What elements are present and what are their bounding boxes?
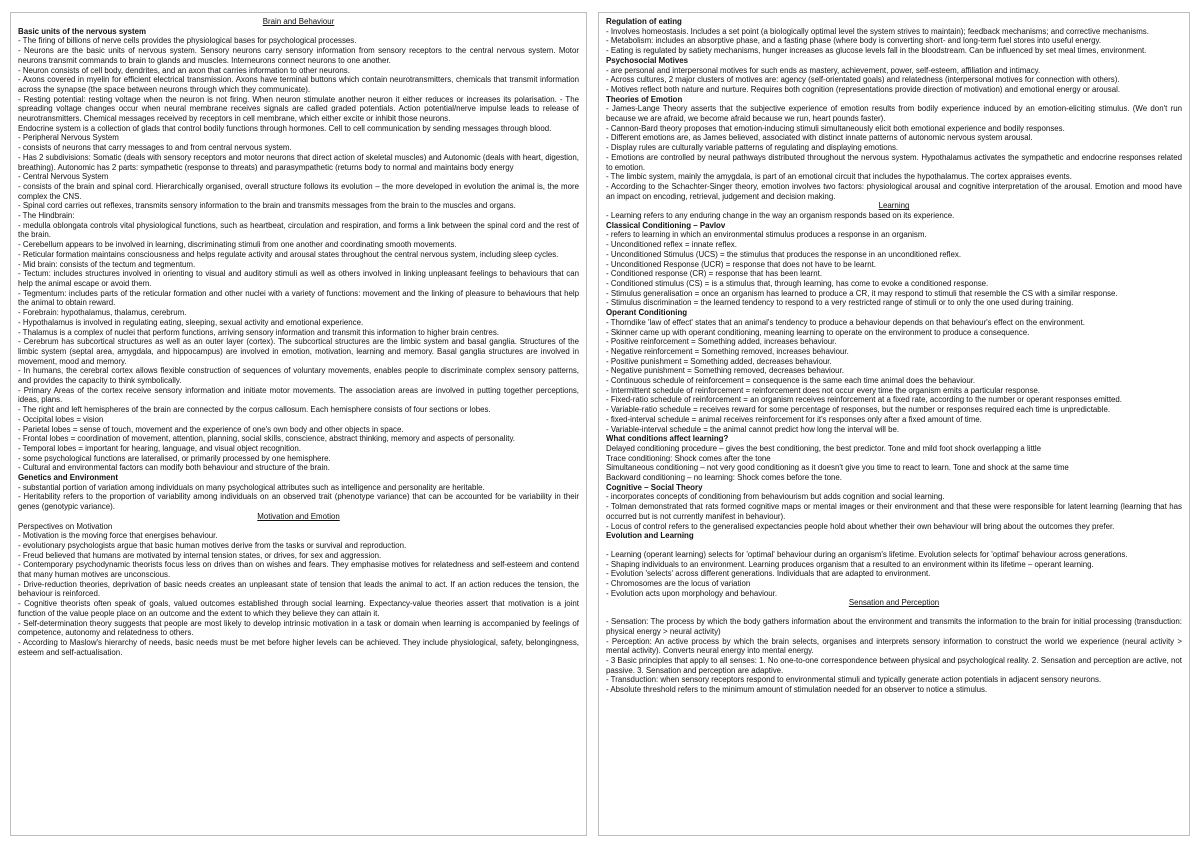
subheading: Regulation of eating: [606, 17, 682, 26]
subheading: Classical Conditioning – Pavlov: [606, 220, 726, 230]
note-line: - Freud believed that humans are motivated by internal tension states, or drives, for sex and aggression.: [18, 550, 382, 560]
note-line: - refers to learning in which an environmental stimulus produces a response in an organism.: [606, 230, 927, 240]
note-line: - medulla oblongata controls vital physiological functions, such as heartbeat, circulation and respiration, and forms a link between the spinal cord and the rest of the brain.: [18, 220, 579, 240]
note-line: - Forebrain: hypothalamus, thalamus, cerebrum.: [18, 308, 187, 318]
right-column-body: [606, 17, 1182, 695]
note-line: - Neuron consists of cell body, dendrites, and an axon that carries information to other neurons.: [18, 65, 350, 75]
subheading: Cognitive – Social Theory: [606, 482, 703, 492]
subheading: Basic units of the nervous system: [18, 26, 147, 36]
note-line: - In humans, the cerebral cortex allows flexible construction of sequences of voluntary movements, enables people to discriminate complex sensory patterns, and provides the capacity to think symbolically.: [18, 366, 579, 386]
note-line: - Evolution 'selects' across different generations. Individuals that are adapted to environment.: [606, 569, 931, 579]
note-line: - substantial portion of variation among individuals on many psychological attributes such as intelligence and personality are heritable.: [18, 482, 485, 492]
note-line: - Heritability refers to the proportion of variability among individuals on an observed trait (phenotype variance) that can be accounted for be variability in their genes (genotypic variance).: [18, 492, 579, 512]
note-line: - Intermittent schedule of reinforcement = reinforcement does not occur every time the organism emits a particular response.: [606, 385, 1040, 395]
subheading: Theories of Emotion: [606, 94, 683, 104]
note-line: - Negative punishment = Something removed, decreases behaviour.: [606, 366, 844, 376]
note-line: - incorporates concepts of conditioning from behaviourism but adds cognition and social learning.: [606, 492, 945, 502]
note-line: - Neurons are the basic units of nervous system. Sensory neurons carry sensory information from sensory receptors to the central nervous system. Motor neurons transmit commands to brain to glands and muscles. Interneurons connect neurons to one another.: [18, 46, 579, 65]
note-line: - The Hindbrain:: [18, 211, 75, 221]
note-line: - Positive reinforcement = Something added, increases behaviour.: [606, 337, 837, 347]
note-line: - Tolman demonstrated that rats formed cognitive maps or mental images or their environment and that these were responsible for latent learning (learning that has occurred but is not currently manifest in behaviour).: [606, 502, 1182, 521]
note-line: - According to the Schachter-Singer theory, emotion involves two factors: physiological arousal and cognitive interpretation of the arousal. Emotion and mood have an impact on encoding, retrieval, judgement and decision making.: [606, 181, 1182, 201]
note-line: - Variable-ratio schedule = receives reward for some percentage of responses, but the number or responses required each time is unpredictable.: [606, 405, 1111, 415]
note-line: - Cultural and environmental factors can modify both behaviour and structure of the brain.: [18, 463, 330, 473]
subheading: Genetics and Environment: [18, 473, 118, 483]
note-line: - Perception: An active process by which the brain selects, organises and interprets sensory information to construct the world we experience (neural activity > mental activity). Converts neural energy into mental energy.: [606, 636, 1182, 656]
note-line: - Positive punishment = Something added, decreases behaviour.: [606, 356, 832, 366]
note-line: - Eating is regulated by satiety mechanisms, hunger increases as glucose levels fall in the bloodstream. Can be influenced by set meal times, environment.: [606, 46, 1147, 56]
note-line: - Motivation is the moving force that energises behaviour.: [18, 531, 218, 541]
note-line: - Temporal lobes = important for hearing, language, and visual object recognition.: [18, 443, 301, 453]
note-line: - Parietal lobes = sense of touch, movement and the experience of one's own body and other objects in space.: [18, 424, 404, 434]
note-line: Endocrine system is a collection of glads that control bodily functions through hormones. Cell to cell communication by sending messages through blood.: [18, 123, 552, 133]
note-line: - Skinner came up with operant conditioning, meaning learning to operate on the environment to produce a consequence.: [606, 327, 1030, 337]
note-line: - Emotions are controlled by neural pathways distributed throughout the nervous system. Hypothalamus activates the sympathetic and endocrine responses related to emotion.: [606, 152, 1182, 172]
note-line: - Axons covered in myelin for efficient electrical transmission. Axons have terminal buttons which contain neurotransmitters, chemicals that transmit information across the synapse (the space between neurons through which they communicate).: [18, 75, 579, 94]
note-line: - are personal and interpersonal motives for such ends as mastery, achievement, power, self-esteem, affiliation and intimacy.: [606, 65, 1041, 75]
note-line: Delayed conditioning procedure – gives the best conditioning, the best predictor. Tone and mild foot shock overlapping a little: [606, 443, 1041, 453]
note-line: - Stimulus discrimination = the learned tendency to respond to a very restricted range of stimuli or to only the one used during training.: [606, 298, 1074, 308]
notes-column-left: [10, 12, 587, 836]
note-line: - Tectum: includes structures involved in orienting to visual and auditory stimuli as well as others involved in linking unpleasant feelings to behaviours that can help the animal escape or avoid them.: [18, 269, 579, 288]
note-line: - Shaping individuals to an environment. Learning produces organism that a resulted to an environment within its lifetime – operant learning.: [606, 559, 1094, 569]
subheading: Evolution and Learning: [606, 531, 694, 541]
section-title: Motivation and Emotion: [257, 511, 340, 521]
note-line: - Unconditioned Stimulus (UCS) = the stimulus that produces the response in an unconditioned reflex.: [606, 249, 962, 259]
subheading: Psychosocial Motives: [606, 55, 689, 65]
note-line: - The firing of billions of nerve cells provides the physiological bases for psychological processes.: [18, 36, 357, 46]
note-line: Simultaneous conditioning – not very good conditioning as it doesn't give you time to react to learn. Tone and shock at the same time: [606, 463, 1069, 473]
note-line: - Has 2 subdivisions: Somatic (deals with sensory receptors and motor neurons that direct action of skeletal muscles) and Autonomic (deals with heart, digestion, breathing). Autonomic has 2 parts: sympathetic (response to threats) and parasympathetic (returns body to normal and maintains body energy: [18, 152, 579, 172]
note-line: - Locus of control refers to the generalised expectancies people hold about whether their own behaviour will bring about the outcomes they prefer.: [606, 521, 1115, 531]
notes-column-right: [598, 12, 1190, 836]
note-line: - Tegmentum: includes parts of the reticular formation and other nuclei with a variety of functions: movement and the linking of pleasure to behaviours that help the animal to obtain reward.: [18, 288, 579, 308]
note-line: - Learning (operant learning) selects for 'optimal' behaviour during an organism's lifetime. Evolution selects for 'optimal' behaviour across generations.: [606, 549, 1128, 559]
note-line: - Involves homeostasis. Includes a set point (a biologically optimal level the system strives to maintain); feedback mechanisms; and corrective mechanisms.: [606, 26, 1149, 36]
note-line: - Frontal lobes = coordination of movement, attention, planning, social skills, conscience, abstract thinking, memory and aspects of personality.: [18, 434, 515, 444]
note-line: - Variable-interval schedule = the animal cannot predict how long the interval will be.: [606, 424, 900, 434]
note-line: - Peripheral Nervous System: [18, 133, 119, 143]
note-line: - Metabolism: includes an absorptive phase, and a fasting phase (where body is converting short- and long-term fuel stores into useful energy.: [606, 36, 1102, 46]
note-line: - Cerebellum appears to be involved in learning, discriminating stimuli from one another and coordinating smooth movements.: [18, 240, 457, 250]
note-line: - Resting potential: resting voltage when the neuron is not firing. When neuron stimulate another neuron it either reduces or increases its polarisation. - The spreading voltage changes occur when neural membrane receives signals are called graded potentials. Action potential/nerve impulse leads to release of neurotransmitters. Chemical messages received by receptors in cell membrane, which either excite or inhibit those neurons.: [18, 94, 579, 124]
note-line: - Cerebrum has subcortical structures as well as an outer layer (cortex). The subcortical structures are the limbic system and basal ganglia. Structures of the limbic system (septal area, amygdala, and hippocampus) are involved in emotion, motivation, learning and memory. Basal ganglia structures are involved in movement, mood and memory.: [18, 337, 579, 366]
note-line: - Mid brain: consists of the tectum and tegmentum.: [18, 259, 196, 269]
note-line: Perspectives on Motivation: [18, 521, 113, 531]
note-line: - Fixed-ratio schedule of reinforcement = an organism receives reinforcement at a fixed rate, according to the number or operant responses emitted.: [606, 395, 1123, 405]
note-line: Trace conditioning: Shock comes after the tone: [606, 453, 771, 463]
note-line: - Chromosomes are the locus of variation: [606, 579, 751, 589]
note-line: - Thorndike 'law of effect' states that an animal's tendency to produce a behaviour depends on that behaviour's effect on the environment.: [606, 317, 1085, 327]
note-line: - Cognitive theorists often speak of goals, valued outcomes established through social learning. Expectancy-value theories assert that motivation is a joint function of the value people place on an outcome and the extent to which they believe they can attain it.: [18, 599, 579, 618]
section-title: Sensation and Perception: [848, 598, 940, 608]
note-line: - Primary Areas of the cortex receive sensory information and initiate motor movements. The association areas are involved in putting together perceptions, ideas, plans.: [18, 385, 579, 405]
note-line: - Drive-reduction theories, deprivation of basic needs creates an unpleasant state of tension that leads the animal to act. If an action reduces the tension, the behaviour is reinforced.: [18, 579, 579, 599]
note-line: - Continuous schedule of reinforcement = consequence is the same each time animal does the behaviour.: [606, 376, 976, 386]
note-line: - Display rules are culturally variable patterns of regulating and displaying emotions.: [606, 143, 899, 153]
note-line: - some psychological functions are lateralised, or primarily processed by one hemisphere.: [18, 453, 331, 463]
spacer: [606, 541, 1182, 550]
note-line: - 3 Basic principles that apply to all senses: 1. No one-to-one correspondence between physical and psychological reality. 2. Sensation and perception are active, not passive. 3. Sensation and perception are adaptive.: [606, 656, 1182, 675]
note-line: - Absolute threshold refers to the minimum amount of stimulation needed for an observer to notice a stimulus.: [606, 685, 988, 695]
note-line: - Hypothalamus is involved in regulating eating, sleeping, sexual activity and emotional experience.: [18, 317, 364, 327]
note-line: - consists of the brain and spinal cord. Hierarchically organised, overall structure follows its evolution – the more developed in evolution the animal is, the more complex the CNS.: [18, 181, 579, 201]
note-line: - Motives reflect both nature and nurture. Requires both cognition (representations provide direction of motivation) and emotional energy or arousal.: [606, 84, 1121, 94]
note-line: - Self-determination theory suggests that people are most likely to develop intrinsic motivation in a task or domain when learning is accompanied by feelings of competence, autonomy and relatedness to others.: [18, 618, 579, 638]
note-line: - Conditioned stimulus (CS) = is a stimulus that, through learning, has come to evoke a conditioned response.: [606, 278, 989, 288]
note-line: - Evolution acts upon morphology and behaviour.: [606, 588, 778, 598]
subheading: Operant Conditioning: [606, 308, 688, 318]
note-line: - The limbic system, mainly the amygdala, is part of an emotional circuit that includes the hypothalamus. The cortex appraises events.: [606, 172, 1072, 182]
note-line: - Occipital lobes = vision: [18, 414, 104, 424]
note-line: - Conditioned response (CR) = response that has been learnt.: [606, 269, 823, 279]
note-line: - consists of neurons that carry messages to and from central nervous system.: [18, 143, 292, 153]
note-line: - Across cultures, 2 major clusters of motives are: agency (self-orientated goals) and relatedness (interpersonal motives for connection with others).: [606, 75, 1120, 85]
note-line: - James-Lange Theory asserts that the subjective experience of emotion results from bodily experience induced by an emotion-eliciting stimulus. (We don't run because we are afraid, we become afraid because we run, heart pounds faster).: [606, 104, 1182, 124]
note-line: - Cannon-Bard theory proposes that emotion-inducing stimuli simultaneously elicit both emotional experience and bodily responses.: [606, 123, 1065, 133]
note-line: - Contemporary psychodynamic theorists focus less on drives than on wishes and fears. They emphasise motives for relatedness and self-esteem and contend that many human motives are unconscious.: [18, 560, 579, 580]
section-title-brain-behaviour: Brain and Behaviour: [262, 17, 335, 26]
note-line: - Negative reinforcement = Something removed, increases behaviour.: [606, 346, 849, 356]
subheading: What conditions affect learning?: [606, 434, 729, 444]
note-line: - Transduction: when sensory receptors respond to environmental stimuli and typically generate action potentials in adjacent sensory neurons.: [606, 675, 1102, 685]
note-line: - Unconditioned reflex = innate reflex.: [606, 240, 737, 250]
spacer: [606, 608, 1182, 617]
note-line: - Reticular formation maintains consciousness and helps regulate activity and arousal states throughout the central nervous system, including sleep cycles.: [18, 249, 559, 259]
note-line: - Unconditioned Response (UCR) = response that does not have to be learnt.: [606, 259, 876, 269]
note-line: - Sensation: The process by which the body gathers information about the environment and transmits the information to the brain for initial processing (transduction: physical energy > neural activity): [606, 617, 1182, 636]
note-line: - The right and left hemispheres of the brain are connected by the corpus callosum. Each hemisphere consists of four sections or lobes.: [18, 405, 491, 415]
section-title: Learning: [878, 201, 910, 211]
note-line: - fixed-interval schedule = animal receives reinforcement for it's responses only after a fixed amount of time.: [606, 414, 982, 424]
note-line: Backward conditioning – no learning: Shock comes before the tone.: [606, 473, 842, 483]
note-line: - Learning refers to any enduring change in the way an organism responds based on its experience.: [606, 211, 955, 221]
note-line: - Different emotions are, as James believed, associated with distinct innate patterns of autonomic nervous system arousal.: [606, 133, 1033, 143]
note-line: - Central Nervous System: [18, 172, 109, 182]
note-line: - Thalamus is a complex of nuclei that perform functions, arriving sensory information and transmit this information to higher brain centres.: [18, 327, 499, 337]
note-line: - According to Maslow's hierarchy of needs, basic needs must be met before higher levels can be achieved. They include physiological, safety, belongingness, esteem and self-actualisation.: [18, 638, 579, 657]
note-line: - Spinal cord carries out reflexes, transmits sensory information to the brain and transmits messages from the brain to the muscles and organs.: [18, 201, 516, 211]
note-line: - Stimulus generalisation = once an organism has learned to produce a CR, it may respond to stimuli that resemble the CS with a similar response.: [606, 288, 1118, 298]
note-line: - evolutionary psychologists argue that basic human motives derive from the tasks or survival and reproduction.: [18, 540, 407, 550]
left-column-body: [18, 27, 579, 658]
